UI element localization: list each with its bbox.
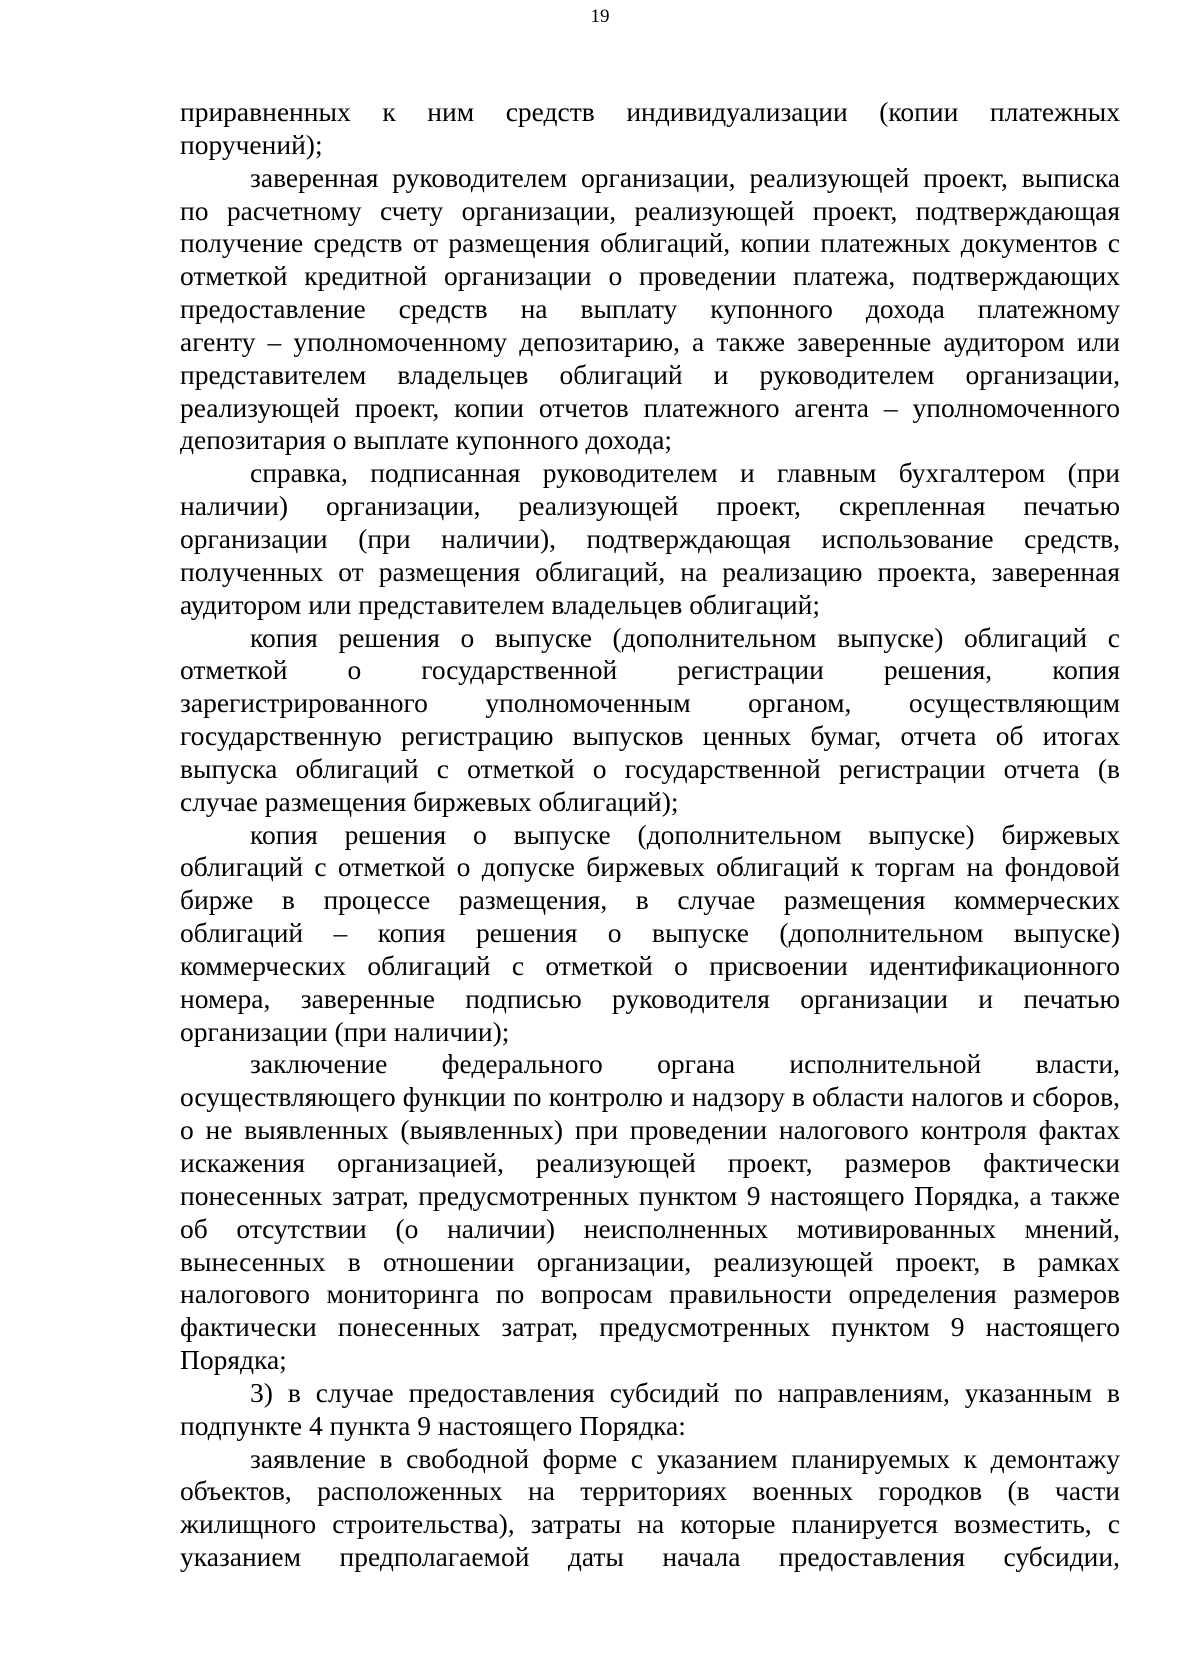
text-line: облигаций с отметкой о допуске биржевых облигаций к торгам на фондовой — [180, 851, 1120, 883]
text-line: депозитария о выплате купонного дохода; — [180, 424, 673, 456]
text-line: случае размещения биржевых облигаций); — [180, 785, 679, 817]
text-line: приравненных к ним средств индивидуализации (копии платежных — [180, 96, 1120, 127]
text-line: представителем владельцев облигаций и руководителем организации, — [180, 358, 1120, 390]
text-line: аудитором или представителем владельцев облигаций; — [180, 588, 820, 620]
text-line: Порядка; — [180, 1344, 287, 1376]
text-line: отметкой о государственной регистрации решения, копия — [180, 654, 1120, 686]
text-line: по расчетному счету организации, реализующей проект, подтверждающая — [180, 194, 1120, 226]
text-line: полученных от размещения облигаций, на реализацию проекта, заверенная — [180, 555, 1120, 587]
text-line: поручений); — [180, 128, 323, 160]
text-line: получение средств от размещения облигаций, копии платежных документов с — [180, 227, 1120, 259]
text-line: государственную регистрацию выпусков ценных бумаг, отчета об итогах — [180, 720, 1120, 752]
text-line: о не выявленных (выявленных) при проведении налогового контроля фактах — [180, 1114, 1120, 1146]
text-line: копия решения о выпуске (дополнительном выпуске) биржевых — [250, 818, 1120, 850]
text-line: реализующей проект, копии отчетов платежного агента – уполномоченного — [180, 391, 1120, 423]
text-line: предоставление средств на выплату купонного дохода платежному — [180, 293, 1120, 325]
text-line: облигаций – копия решения о выпуске (дополнительном выпуске) — [180, 917, 1120, 949]
page-number: 19 — [590, 6, 610, 27]
text-line: вынесенных в отношении организации, реализующей проект, в рамках — [180, 1245, 1120, 1277]
text-line: выпуска облигаций с отметкой о государственной регистрации отчета (в — [180, 752, 1120, 784]
text-line: бирже в процессе размещения, в случае размещения коммерческих — [180, 884, 1120, 916]
text-line: заверенная руководителем организации, реализующей проект, выписка — [250, 161, 1120, 193]
text-line: объектов, расположенных на территориях военных городков (в части — [180, 1475, 1120, 1507]
text-line: справка, подписанная руководителем и главным бухгалтером (при — [250, 457, 1120, 489]
text-line: коммерческих облигаций с отметкой о присвоении идентификационного — [180, 949, 1120, 981]
text-line: 3) в случае предоставления субсидий по направлениям, указанным в — [250, 1376, 1120, 1408]
text-line: зарегистрированного уполномоченным органом, осуществляющим — [180, 687, 1120, 719]
text-line: организации (при наличии), подтверждающая использование средств, — [180, 522, 1120, 554]
text-line: понесенных затрат, предусмотренных пунктом 9 настоящего Порядка, а также — [180, 1179, 1120, 1211]
text-line: заключение федерального органа исполнительной власти, — [250, 1048, 1120, 1080]
document-body — [180, 96, 1120, 1574]
text-line: копия решения о выпуске (дополнительном выпуске) облигаций с — [250, 621, 1120, 653]
text-line: подпункте 4 пункта 9 настоящего Порядка: — [180, 1409, 686, 1441]
text-line: агенту – уполномоченному депозитарию, а также заверенные аудитором или — [180, 325, 1120, 357]
text-line: жилищного строительства), затраты на которые планируется возместить, с — [180, 1508, 1120, 1540]
text-line: отметкой кредитной организации о проведении платежа, подтверждающих — [180, 260, 1120, 292]
text-line: осуществляющего функции по контролю и надзору в области налогов и сборов, — [180, 1081, 1120, 1113]
text-line: наличии) организации, реализующей проект, скрепленная печатью — [180, 490, 1120, 522]
text-line: указанием предполагаемой даты начала предоставления субсидии, — [180, 1541, 1120, 1573]
text-line: искажения организацией, реализующей проект, размеров фактически — [180, 1147, 1120, 1178]
text-line: фактически понесенных затрат, предусмотренных пунктом 9 настоящего — [180, 1311, 1120, 1343]
text-line: заявление в свободной форме с указанием планируемых к демонтажу — [250, 1442, 1120, 1474]
text-line: налогового мониторинга по вопросам правильности определения размеров — [180, 1278, 1120, 1310]
text-line: организации (при наличии); — [180, 1015, 510, 1047]
text-line: номера, заверенные подписью руководителя организации и печатью — [180, 982, 1120, 1014]
text-line: об отсутствии (о наличии) неисполненных мотивированных мнений, — [180, 1212, 1120, 1244]
